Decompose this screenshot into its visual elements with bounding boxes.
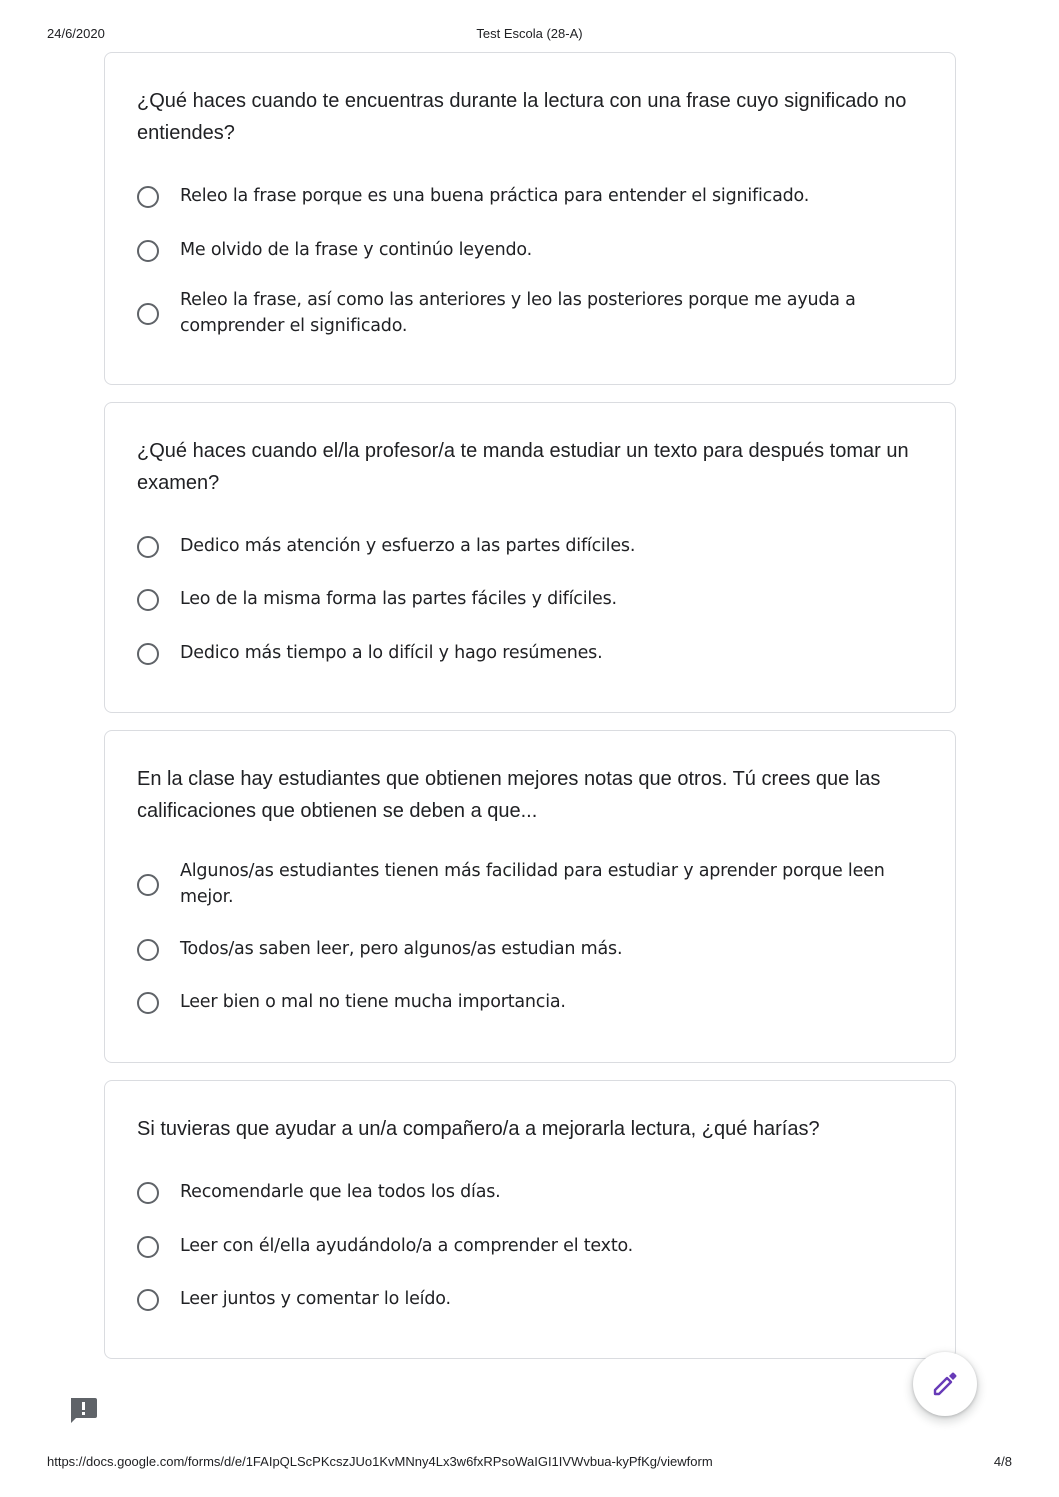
radio-button[interactable] (137, 643, 159, 665)
option-label: Leer con él/ella ayudándolo/a a comprender el texto. (180, 1236, 634, 1256)
radio-button[interactable] (137, 992, 159, 1014)
edit-button[interactable] (913, 1352, 977, 1416)
question-card-2 (104, 402, 956, 713)
option-label: Todos/as saben leer, pero algunos/as estudian más. (180, 939, 623, 959)
question-card-3 (104, 730, 956, 1063)
option-label: Leer juntos y comentar lo leído. (180, 1289, 451, 1309)
question-card-1 (104, 52, 956, 385)
print-footer (0, 1454, 1059, 1472)
option-label: Leo de la misma forma las partes fáciles y difíciles. (180, 589, 617, 609)
print-title: Test Escola (28-A) (476, 26, 583, 41)
radio-button[interactable] (137, 186, 159, 208)
option-label: Recomendarle que lea todos los días. (180, 1182, 501, 1202)
radio-button[interactable] (137, 1182, 159, 1204)
question-title: ¿Qué haces cuando te encuentras durante la lectura con una frase cuyo significado no entiendes? (137, 90, 907, 144)
option-label: Me olvido de la frase y continúo leyendo. (180, 240, 532, 260)
option-label: Leer bien o mal no tiene mucha importancia. (180, 992, 566, 1012)
question-card-4 (104, 1080, 956, 1359)
radio-button[interactable] (137, 240, 159, 262)
question-title: En la clase hay estudiantes que obtienen mejores notas que otros. Tú crees que las calificaciones que obtienen se deben a que... (137, 768, 881, 822)
report-issue-icon[interactable] (68, 1396, 98, 1424)
option-label: Dedico más atención y esfuerzo a las partes difíciles. (180, 536, 636, 556)
radio-button[interactable] (137, 1236, 159, 1258)
print-header (0, 26, 1059, 44)
pencil-edit-icon (931, 1370, 959, 1398)
question-title: Si tuvieras que ayudar a un/a compañero/a a mejorarla lectura, ¿qué harías? (137, 1118, 820, 1140)
option-label: Dedico más tiempo a lo difícil y hago resúmenes. (180, 643, 603, 663)
option-label: Releo la frase porque es una buena práctica para entender el significado. (180, 186, 810, 206)
radio-button[interactable] (137, 536, 159, 558)
radio-button[interactable] (137, 874, 159, 896)
option-label: Releo la frase, así como las anteriores y leo las posteriores porque me ayuda a comprender el significado. (180, 290, 856, 336)
radio-button[interactable] (137, 939, 159, 961)
print-date: 24/6/2020 (47, 26, 105, 41)
radio-button[interactable] (137, 589, 159, 611)
option-label: Algunos/as estudiantes tienen más facilidad para estudiar y aprender porque leen mejor. (180, 861, 885, 907)
print-url: https://docs.google.com/forms/d/e/1FAIpQLScPKcszJUo1KvMNny4Lx3w6fxRPsoWaIGI1IVWvbua-kyPfKg/viewform (47, 1454, 713, 1469)
radio-button[interactable] (137, 1289, 159, 1311)
radio-button[interactable] (137, 303, 159, 325)
print-page-number: 4/8 (993, 1454, 1012, 1469)
question-title: ¿Qué haces cuando el/la profesor/a te manda estudiar un texto para después tomar un examen? (137, 440, 909, 494)
